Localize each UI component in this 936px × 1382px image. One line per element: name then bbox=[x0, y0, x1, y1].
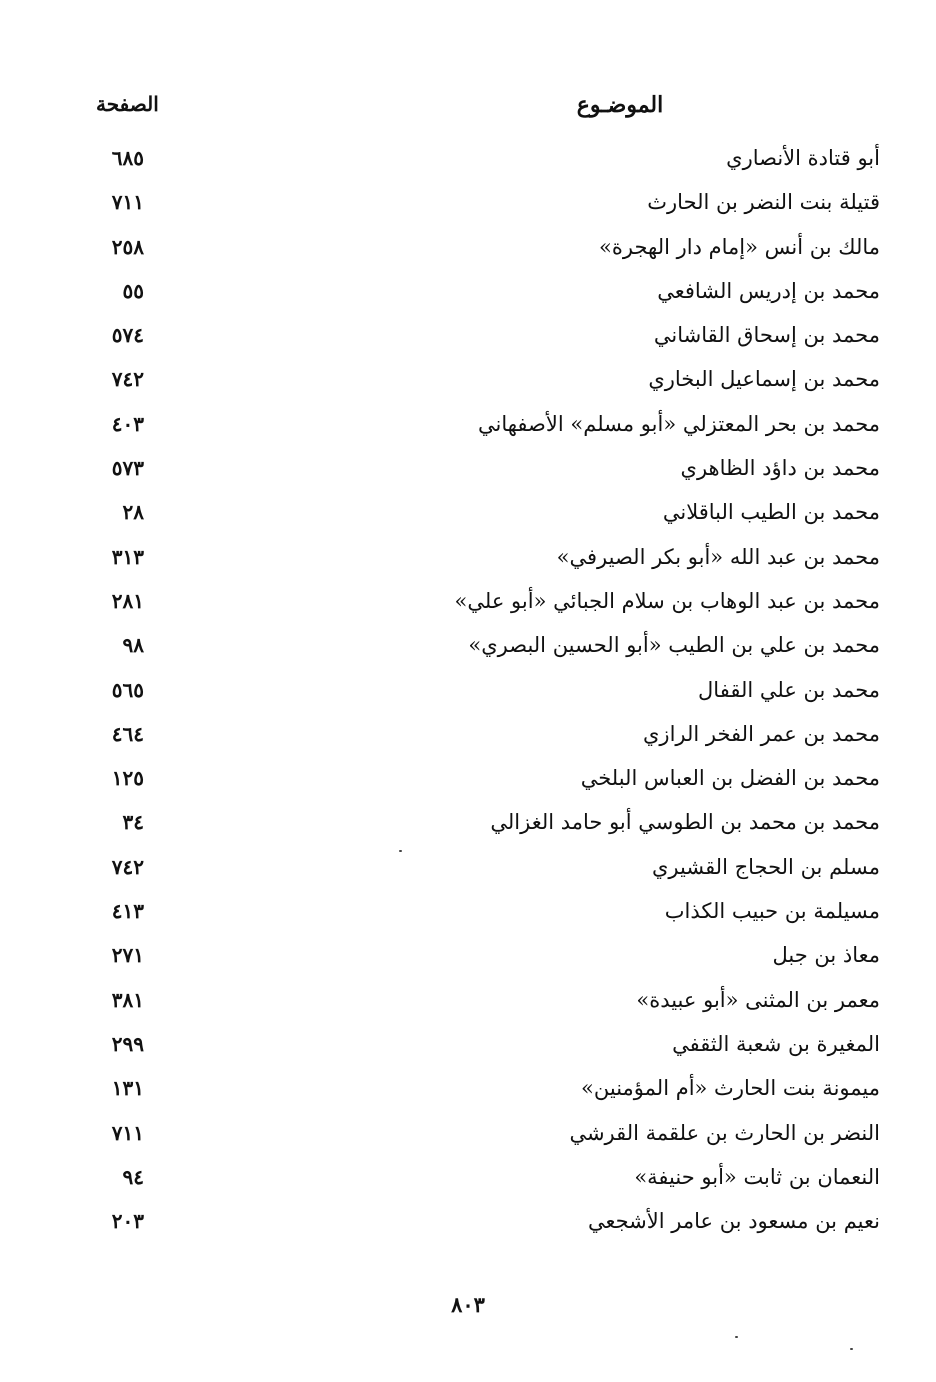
entry-name: مسيلمة بن حبيب الكذاب bbox=[664, 899, 880, 924]
index-entry bbox=[80, 893, 880, 937]
index-entry bbox=[80, 406, 880, 450]
entry-page-number: ٢٨١ bbox=[111, 588, 144, 613]
entry-page-number: ٥٥ bbox=[122, 278, 144, 303]
index-entry bbox=[80, 184, 880, 228]
entry-name: المغيرة بن شعبة الثقفي bbox=[672, 1031, 880, 1056]
entry-page-number: ٧١١ bbox=[111, 190, 144, 215]
entry-page-number: ٥٧٣ bbox=[111, 456, 144, 481]
index-entry bbox=[80, 1203, 880, 1247]
index-entry bbox=[80, 982, 880, 1026]
entry-page-number: ٤٦٤ bbox=[111, 721, 144, 746]
entry-name: ميمونة بنت الحارث «أم المؤمنين» bbox=[581, 1076, 880, 1101]
entry-name: محمد بن محمد بن الطوسي أبو حامد الغزالي bbox=[490, 810, 880, 835]
entry-page-number: ١٣١ bbox=[111, 1076, 144, 1101]
index-entry bbox=[80, 361, 880, 405]
scan-speck bbox=[850, 1348, 853, 1350]
index-entry bbox=[80, 494, 880, 538]
index-entry bbox=[80, 583, 880, 627]
entry-name: محمد بن الفضل بن العباس البلخي bbox=[580, 766, 880, 791]
scan-speck bbox=[735, 1336, 738, 1338]
index-entry bbox=[80, 760, 880, 804]
entry-name: محمد بن بحر المعتزلي «أبو مسلم» الأصفهاني bbox=[478, 411, 880, 436]
entry-name: محمد بن عبد الله «أبو بكر الصيرفي» bbox=[556, 544, 880, 569]
entry-page-number: ٣٤ bbox=[122, 810, 144, 835]
entry-name: مالك بن أنس «إمام دار الهجرة» bbox=[599, 234, 880, 259]
page-number: ٨٠٣ bbox=[451, 1292, 485, 1317]
entry-name: محمد بن داؤد الظاهري bbox=[680, 456, 880, 481]
entry-name: محمد بن عبد الوهاب بن سلام الجبائي «أبو علي» bbox=[454, 588, 880, 613]
index-entry bbox=[80, 1115, 880, 1159]
entry-page-number: ٤٠٣ bbox=[111, 411, 144, 436]
index-entry bbox=[80, 1070, 880, 1114]
entry-name: النضر بن الحارث بن علقمة القرشي bbox=[569, 1120, 880, 1145]
entry-page-number: ٣٨١ bbox=[111, 987, 144, 1012]
index-header bbox=[80, 92, 880, 132]
entry-name: محمد بن عمر الفخر الرازي bbox=[643, 721, 880, 746]
entry-page-number: ٥٧٤ bbox=[111, 323, 144, 348]
scan-speck bbox=[399, 850, 402, 852]
entry-name: محمد بن إسماعيل البخاري bbox=[648, 367, 880, 392]
entry-page-number: ٢٠٣ bbox=[111, 1209, 144, 1234]
entry-page-number: ٥٦٥ bbox=[111, 677, 144, 702]
index-entry bbox=[80, 273, 880, 317]
entry-page-number: ٢٧١ bbox=[111, 943, 144, 968]
entry-name: محمد بن إدريس الشافعي bbox=[657, 278, 880, 303]
index-entry bbox=[80, 804, 880, 848]
entry-name: النعمان بن ثابت «أبو حنيفة» bbox=[634, 1164, 880, 1189]
index-entry bbox=[80, 229, 880, 273]
entry-name: أبو قتادة الأنصاري bbox=[726, 146, 880, 170]
index-entry bbox=[80, 317, 880, 361]
index-entry bbox=[80, 1159, 880, 1203]
entry-name: معاذ بن جبل bbox=[772, 943, 880, 968]
entry-page-number: ٣١٣ bbox=[111, 544, 144, 569]
entry-page-number: ٧١١ bbox=[111, 1120, 144, 1145]
entry-page-number: ٤١٣ bbox=[111, 899, 144, 924]
entry-page-number: ١٢٥ bbox=[111, 766, 144, 791]
entry-page-number: ٢٩٩ bbox=[111, 1031, 144, 1056]
entry-page-number: ٩٨ bbox=[122, 633, 144, 658]
index-entry bbox=[80, 849, 880, 893]
page-column-heading: الصفحة bbox=[96, 92, 159, 116]
entry-name: محمد بن إسحاق القاشاني bbox=[653, 323, 880, 348]
entry-name: نعيم بن مسعود بن عامر الأشجعي bbox=[587, 1209, 880, 1234]
topic-column-heading: الموضـوع bbox=[576, 92, 664, 118]
index-entry bbox=[80, 627, 880, 671]
entry-page-number: ٦٨٥ bbox=[111, 146, 144, 170]
index-entry bbox=[80, 672, 880, 716]
index-entry bbox=[80, 1026, 880, 1070]
entry-page-number: ٧٤٢ bbox=[111, 854, 144, 879]
index-entries bbox=[80, 140, 880, 1247]
entry-name: محمد بن علي بن الطيب «أبو الحسين البصري» bbox=[468, 633, 880, 658]
entry-page-number: ٩٤ bbox=[122, 1164, 144, 1189]
entry-page-number: ٢٥٨ bbox=[111, 234, 144, 259]
index-entry bbox=[80, 140, 880, 184]
entry-name: قتيلة بنت النضر بن الحارث bbox=[647, 190, 880, 215]
index-entry bbox=[80, 450, 880, 494]
entry-page-number: ٧٤٢ bbox=[111, 367, 144, 392]
index-entry bbox=[80, 937, 880, 981]
entry-page-number: ٢٨ bbox=[122, 500, 144, 525]
entry-name: محمد بن علي القفال bbox=[698, 677, 880, 702]
index-entry bbox=[80, 539, 880, 583]
index-entry bbox=[80, 716, 880, 760]
entry-name: مسلم بن الحجاج القشيري bbox=[651, 854, 880, 879]
entry-name: محمد بن الطيب الباقلاني bbox=[662, 500, 880, 525]
entry-name: معمر بن المثنى «أبو عبيدة» bbox=[636, 987, 880, 1012]
